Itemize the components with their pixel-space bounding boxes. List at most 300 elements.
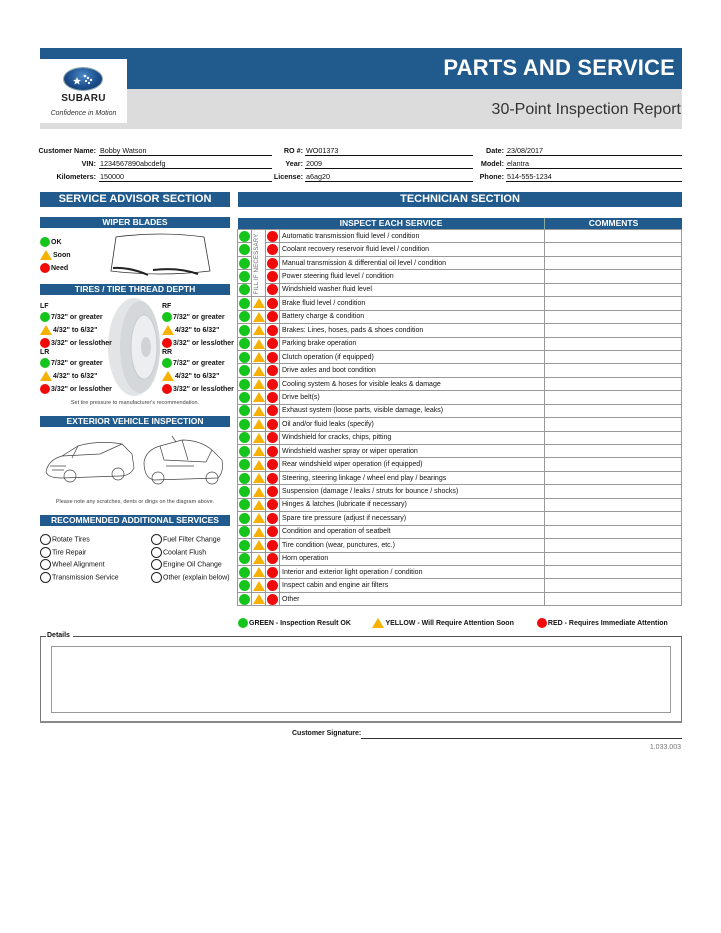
radio-icon <box>151 534 162 545</box>
comment-field[interactable] <box>545 364 682 377</box>
red-dot-icon <box>267 258 278 269</box>
inspection-row <box>238 337 682 350</box>
status-red[interactable] <box>266 310 280 323</box>
red-dot-icon <box>267 311 278 322</box>
yellow-triangle-icon <box>372 618 384 628</box>
inspection-row <box>238 256 682 269</box>
lf-need[interactable]: 3/32" or less/other <box>40 337 112 350</box>
rf-need[interactable]: 3/32" or less/other <box>162 337 234 350</box>
status-green[interactable] <box>238 565 252 578</box>
wiper-ok[interactable]: OK <box>40 236 71 249</box>
yellow-triangle-icon <box>253 473 265 483</box>
form-version: 1.033.003 <box>649 744 681 751</box>
rr-need[interactable]: 3/32" or less/other <box>162 383 234 396</box>
inspection-row <box>238 404 682 417</box>
status-red[interactable] <box>266 337 280 350</box>
recommended-services-header: RECOMMENDED ADDITIONAL SERVICES <box>40 515 230 526</box>
inspection-item-label: Windshield washer spray or wiper operation <box>280 445 545 458</box>
inspection-row <box>238 552 682 565</box>
green-dot-icon <box>239 594 250 605</box>
status-red[interactable] <box>266 471 280 484</box>
status-green[interactable] <box>238 350 252 363</box>
green-dot-icon <box>40 237 50 247</box>
red-dot-icon <box>162 338 172 348</box>
inspection-item-label: Other <box>280 592 545 605</box>
inspection-item-label: Drive axles and boot condition <box>280 364 545 377</box>
status-yellow[interactable] <box>252 485 266 498</box>
status-red[interactable] <box>266 431 280 444</box>
comment-field[interactable] <box>545 498 682 511</box>
green-dot-icon <box>239 567 250 578</box>
vin-field[interactable]: 1234567890abcdefg <box>99 159 272 169</box>
status-yellow[interactable] <box>252 418 266 431</box>
yellow-triangle-icon <box>253 500 265 510</box>
details-border <box>73 636 682 637</box>
status-green[interactable] <box>238 485 252 498</box>
inspection-row <box>238 525 682 538</box>
rr-soon[interactable]: 4/32" to 6/32" <box>162 370 234 383</box>
status-green[interactable] <box>238 243 252 256</box>
green-dot-icon <box>239 338 250 349</box>
green-dot-icon <box>239 379 250 390</box>
red-dot-icon <box>267 473 278 484</box>
exterior-inspection-header: EXTERIOR VEHICLE INSPECTION <box>40 416 230 427</box>
yellow-triangle-icon <box>253 298 265 308</box>
recommended-right <box>151 534 230 584</box>
red-dot-icon <box>267 594 278 605</box>
yellow-triangle-icon <box>253 406 265 416</box>
comment-field[interactable] <box>545 565 682 578</box>
radio-icon <box>151 559 162 570</box>
green-dot-icon <box>239 446 250 457</box>
green-dot-icon <box>162 358 172 368</box>
fill-if-necessary-label: FILL IF NECESSARY <box>254 233 260 295</box>
inspection-item-label: Suspension (damage / leaks / struts for bounce / shocks) <box>280 485 545 498</box>
yellow-triangle-icon <box>253 366 265 376</box>
red-dot-icon <box>267 567 278 578</box>
green-dot-icon <box>239 365 250 376</box>
green-dot-icon <box>239 432 250 443</box>
inspection-item-label: Parking brake operation <box>280 337 545 350</box>
lf-soon[interactable]: 4/32" to 6/32" <box>40 324 112 337</box>
service-wheel-alignment[interactable]: Wheel Alignment <box>40 559 119 572</box>
legend-green: GREEN - Inspection Result OK <box>238 617 368 630</box>
signature-field[interactable] <box>361 738 682 739</box>
inspection-item-label: Brakes: Lines, hoses, pads & shoes condition <box>280 324 545 337</box>
comment-field[interactable] <box>545 350 682 363</box>
logo-tagline: Confidence in Motion <box>50 110 117 117</box>
inspection-item-label: Automatic transmission fluid level / condition <box>280 230 545 243</box>
inspection-row <box>238 283 682 296</box>
inspection-item-label: Windshield washer fluid level <box>280 283 545 296</box>
vehicle-diagram-icon <box>42 432 232 492</box>
yellow-triangle-icon <box>253 312 265 322</box>
status-red[interactable] <box>266 297 280 310</box>
status-green[interactable] <box>238 579 252 592</box>
service-fuel-filter[interactable]: Fuel Filter Change <box>151 534 230 547</box>
status-red[interactable] <box>266 391 280 404</box>
green-dot-icon <box>239 271 250 282</box>
status-red[interactable] <box>266 565 280 578</box>
red-dot-icon <box>267 580 278 591</box>
status-green[interactable] <box>238 418 252 431</box>
comment-field[interactable] <box>545 579 682 592</box>
comment-field[interactable] <box>545 377 682 390</box>
inspection-item-label: Windshield for cracks, chips, pitting <box>280 431 545 444</box>
yellow-triangle-icon <box>253 487 265 497</box>
yellow-triangle-icon <box>162 371 174 381</box>
inspection-row <box>238 539 682 552</box>
red-dot-icon <box>267 338 278 349</box>
status-yellow[interactable] <box>252 512 266 525</box>
comment-field[interactable] <box>545 418 682 431</box>
status-red[interactable] <box>266 592 280 605</box>
comment-field[interactable] <box>545 243 682 256</box>
status-green[interactable] <box>238 391 252 404</box>
comment-field[interactable] <box>545 404 682 417</box>
green-dot-icon <box>239 258 250 269</box>
inspection-item-label: Hinges & latches (lubricate if necessary) <box>280 498 545 511</box>
yellow-triangle-icon <box>253 446 265 456</box>
status-yellow[interactable] <box>252 364 266 377</box>
windshield-diagram-icon <box>108 233 213 278</box>
tire-lf: LF 7/32" or greater 4/32" to 6/32" 3/32" or less/other <box>40 302 112 350</box>
service-tire-repair[interactable]: Tire Repair <box>40 547 119 560</box>
green-dot-icon <box>239 486 250 497</box>
status-yellow[interactable] <box>252 565 266 578</box>
vin-label: VIN: <box>81 159 96 168</box>
status-green[interactable] <box>238 525 252 538</box>
inspection-item-label: Cooling system & hoses for visible leaks & damage <box>280 377 545 390</box>
red-dot-icon <box>267 432 278 443</box>
customer-name-label: Customer Name: <box>38 146 96 155</box>
status-red[interactable] <box>266 458 280 471</box>
inspection-row <box>238 270 682 283</box>
comment-field[interactable] <box>545 283 682 296</box>
red-dot-icon <box>267 325 278 336</box>
status-green[interactable] <box>238 512 252 525</box>
status-red[interactable] <box>266 552 280 565</box>
legend-yellow: YELLOW - Will Require Attention Soon <box>372 617 532 630</box>
model-field[interactable]: elantra <box>506 159 682 169</box>
green-dot-icon <box>239 419 250 430</box>
comment-field[interactable] <box>545 458 682 471</box>
wiper-blades-header: WIPER BLADES <box>40 217 230 228</box>
green-dot-icon <box>40 312 50 322</box>
lr-ok[interactable]: 7/32" or greater <box>40 357 112 370</box>
inspection-item-label: Spare tire pressure (adjust if necessary) <box>280 512 545 525</box>
status-green[interactable] <box>238 364 252 377</box>
logo-brand: SUBARU <box>61 93 106 104</box>
red-dot-icon <box>537 618 547 628</box>
service-engine-oil[interactable]: Engine Oil Change <box>151 559 230 572</box>
red-dot-icon <box>267 284 278 295</box>
inspection-item-label: Drive belt(s) <box>280 391 545 404</box>
red-dot-icon <box>267 392 278 403</box>
yellow-triangle-icon <box>253 554 265 564</box>
year-label: Year: <box>285 159 303 168</box>
inspection-row <box>238 471 682 484</box>
status-yellow[interactable] <box>252 458 266 471</box>
inspection-row <box>238 350 682 363</box>
wiper-need[interactable]: Need <box>40 262 71 275</box>
tire-lr: LR 7/32" or greater 4/32" to 6/32" 3/32" or less/other <box>40 348 112 396</box>
status-red[interactable] <box>266 283 280 296</box>
green-dot-icon <box>239 325 250 336</box>
comment-field[interactable] <box>545 324 682 337</box>
inspection-row <box>238 445 682 458</box>
red-dot-icon <box>267 379 278 390</box>
status-yellow[interactable] <box>252 525 266 538</box>
status-red[interactable] <box>266 445 280 458</box>
status-yellow[interactable] <box>252 579 266 592</box>
inspection-row <box>238 418 682 431</box>
green-dot-icon <box>239 473 250 484</box>
status-yellow[interactable] <box>252 404 266 417</box>
comment-field[interactable] <box>545 485 682 498</box>
red-dot-icon <box>40 338 50 348</box>
green-dot-icon <box>239 526 250 537</box>
red-dot-icon <box>267 526 278 537</box>
rr-ok[interactable]: 7/32" or greater <box>162 357 234 370</box>
status-green[interactable] <box>238 324 252 337</box>
green-dot-icon <box>239 311 250 322</box>
status-yellow[interactable] <box>252 431 266 444</box>
inspection-item-label: Steering, steering linkage / wheel end play / bearings <box>280 471 545 484</box>
red-dot-icon <box>162 384 172 394</box>
status-green[interactable] <box>238 431 252 444</box>
green-dot-icon <box>239 459 250 470</box>
yellow-triangle-icon <box>253 379 265 389</box>
rf-ok[interactable]: 7/32" or greater <box>162 311 234 324</box>
comment-field[interactable] <box>545 471 682 484</box>
comment-field[interactable] <box>545 592 682 605</box>
status-green[interactable] <box>238 337 252 350</box>
model-label: Model: <box>480 159 504 168</box>
status-yellow[interactable] <box>252 539 266 552</box>
comment-field[interactable] <box>545 512 682 525</box>
lr-soon[interactable]: 4/32" to 6/32" <box>40 370 112 383</box>
red-dot-icon <box>267 365 278 376</box>
red-dot-icon <box>267 298 278 309</box>
radio-icon <box>151 547 162 558</box>
yellow-triangle-icon <box>253 392 265 402</box>
status-yellow[interactable] <box>252 337 266 350</box>
inspection-item-label: Coolant recovery reservoir fluid level / condition <box>280 243 545 256</box>
inspection-item-label: Inspect cabin and engine air filters <box>280 579 545 592</box>
green-dot-icon <box>239 231 250 242</box>
status-green[interactable] <box>238 552 252 565</box>
comment-field[interactable] <box>545 297 682 310</box>
service-rotate-tires[interactable]: Rotate Tires <box>40 534 119 547</box>
green-dot-icon <box>239 580 250 591</box>
inspection-item-label: Rear windshield wiper operation (if equipped) <box>280 458 545 471</box>
date-label: Date: <box>486 146 504 155</box>
yellow-triangle-icon <box>253 594 265 604</box>
inspection-row <box>238 391 682 404</box>
comments-column-header: COMMENTS <box>544 218 682 229</box>
inspection-row <box>238 230 682 243</box>
yellow-triangle-icon <box>253 567 265 577</box>
status-green[interactable] <box>238 310 252 323</box>
status-green[interactable] <box>238 256 252 269</box>
yellow-triangle-icon <box>253 513 265 523</box>
red-dot-icon <box>40 384 50 394</box>
status-green[interactable] <box>238 458 252 471</box>
green-dot-icon <box>239 540 250 551</box>
details-shadow <box>40 721 682 723</box>
date-field[interactable]: 23/08/2017 <box>506 146 682 156</box>
inspection-row <box>238 458 682 471</box>
kilometers-label: Kilometers: <box>56 172 96 181</box>
inspection-row <box>238 310 682 323</box>
status-red[interactable] <box>266 539 280 552</box>
red-dot-icon <box>267 486 278 497</box>
status-green[interactable] <box>238 592 252 605</box>
green-dot-icon <box>162 312 172 322</box>
page-title: PARTS AND SERVICE <box>443 55 675 80</box>
yellow-triangle-icon <box>40 325 52 335</box>
status-yellow[interactable] <box>252 445 266 458</box>
status-yellow[interactable] <box>252 350 266 363</box>
details-title: Details <box>47 632 70 639</box>
status-red[interactable] <box>266 243 280 256</box>
green-dot-icon <box>239 352 250 363</box>
technician-legend <box>238 612 668 630</box>
comment-field[interactable] <box>545 391 682 404</box>
green-dot-icon <box>239 284 250 295</box>
radio-icon <box>40 572 51 583</box>
status-yellow[interactable] <box>252 592 266 605</box>
kilometers-field[interactable]: 150000 <box>99 172 272 182</box>
status-red[interactable] <box>266 377 280 390</box>
inspection-item-label: Tire condition (wear, punctures, etc.) <box>280 539 545 552</box>
details-textarea[interactable] <box>51 646 671 713</box>
green-dot-icon <box>40 358 50 368</box>
status-yellow[interactable] <box>252 498 266 511</box>
yellow-triangle-icon <box>253 339 265 349</box>
status-yellow[interactable] <box>252 324 266 337</box>
technician-header: TECHNICIAN SECTION <box>238 192 682 207</box>
ro-field[interactable]: WO01373 <box>305 146 473 156</box>
status-green[interactable] <box>238 297 252 310</box>
status-green[interactable] <box>238 230 252 243</box>
lf-ok[interactable]: 7/32" or greater <box>40 311 112 324</box>
inspection-item-label: Manual transmission & differential oil level / condition <box>280 256 545 269</box>
yellow-triangle-icon <box>162 325 174 335</box>
comment-field[interactable] <box>545 552 682 565</box>
status-green[interactable] <box>238 283 252 296</box>
status-yellow[interactable] <box>252 377 266 390</box>
status-red[interactable] <box>266 525 280 538</box>
status-red[interactable] <box>266 324 280 337</box>
lr-need[interactable]: 3/32" or less/other <box>40 383 112 396</box>
page-subtitle: 30-Point Inspection Report <box>491 101 681 118</box>
phone-field[interactable]: 514-555-1234 <box>506 172 682 182</box>
red-dot-icon <box>267 271 278 282</box>
inspection-item-label: Oil and/or fluid leaks (specify) <box>280 418 545 431</box>
year-field[interactable]: 2009 <box>305 159 473 169</box>
inspection-item-label: Horn operation <box>280 552 545 565</box>
status-red[interactable] <box>266 512 280 525</box>
inspection-item-label: Power steering fluid level / condition <box>280 270 545 283</box>
comment-field[interactable] <box>545 445 682 458</box>
recommended-left <box>40 534 119 584</box>
green-dot-icon <box>239 244 250 255</box>
wiper-soon[interactable]: Soon <box>40 249 71 262</box>
status-red[interactable] <box>266 485 280 498</box>
yellow-triangle-icon <box>253 352 265 362</box>
status-yellow[interactable] <box>252 552 266 565</box>
comment-field[interactable] <box>545 337 682 350</box>
red-dot-icon <box>267 459 278 470</box>
status-green[interactable] <box>238 445 252 458</box>
status-red[interactable] <box>266 256 280 269</box>
inspection-row <box>238 485 682 498</box>
green-dot-icon <box>239 553 250 564</box>
status-red[interactable] <box>266 364 280 377</box>
status-red[interactable] <box>266 270 280 283</box>
status-green[interactable] <box>238 498 252 511</box>
customer-name-field[interactable]: Bobby Watson <box>99 146 272 156</box>
status-green[interactable] <box>238 377 252 390</box>
service-advisor-header: SERVICE ADVISOR SECTION <box>40 192 230 207</box>
green-dot-icon <box>239 392 250 403</box>
status-yellow[interactable] <box>252 471 266 484</box>
comment-field[interactable] <box>545 525 682 538</box>
status-yellow[interactable] <box>252 297 266 310</box>
service-other[interactable]: Other (explain below) <box>151 572 230 585</box>
comment-field[interactable] <box>545 256 682 269</box>
status-yellow[interactable] <box>252 310 266 323</box>
comment-field[interactable] <box>545 539 682 552</box>
status-yellow[interactable] <box>252 391 266 404</box>
red-dot-icon <box>267 553 278 564</box>
tire-rf: RF 7/32" or greater 4/32" to 6/32" 3/32" or less/other <box>162 302 234 350</box>
status-red[interactable] <box>266 350 280 363</box>
comment-field[interactable] <box>545 270 682 283</box>
yellow-triangle-icon <box>253 325 265 335</box>
inspection-item-label: Brake fluid level / condition <box>280 297 545 310</box>
inspection-item-label: Battery charge & condition <box>280 310 545 323</box>
comment-field[interactable] <box>545 310 682 323</box>
yellow-triangle-icon <box>253 581 265 591</box>
wiper-legend <box>40 236 71 275</box>
status-green[interactable] <box>238 270 252 283</box>
status-green[interactable] <box>238 404 252 417</box>
comment-field[interactable] <box>545 431 682 444</box>
rf-soon[interactable]: 4/32" to 6/32" <box>162 324 234 337</box>
inspection-row <box>238 377 682 390</box>
ro-label: RO #: <box>283 146 303 155</box>
service-transmission[interactable]: Transmission Service <box>40 572 119 585</box>
comment-field[interactable] <box>545 230 682 243</box>
red-dot-icon <box>267 244 278 255</box>
status-red[interactable] <box>266 404 280 417</box>
tires-header: TIRES / TIRE THREAD DEPTH <box>40 284 230 295</box>
details-border <box>40 636 46 637</box>
status-red[interactable] <box>266 418 280 431</box>
green-dot-icon <box>239 405 250 416</box>
license-field[interactable]: a6ag20 <box>305 172 473 182</box>
status-green[interactable] <box>238 539 252 552</box>
status-red[interactable] <box>266 579 280 592</box>
status-red[interactable] <box>266 230 280 243</box>
status-green[interactable] <box>238 471 252 484</box>
status-red[interactable] <box>266 498 280 511</box>
service-coolant-flush[interactable]: Coolant Flush <box>151 547 230 560</box>
phone-label: Phone: <box>479 172 504 181</box>
